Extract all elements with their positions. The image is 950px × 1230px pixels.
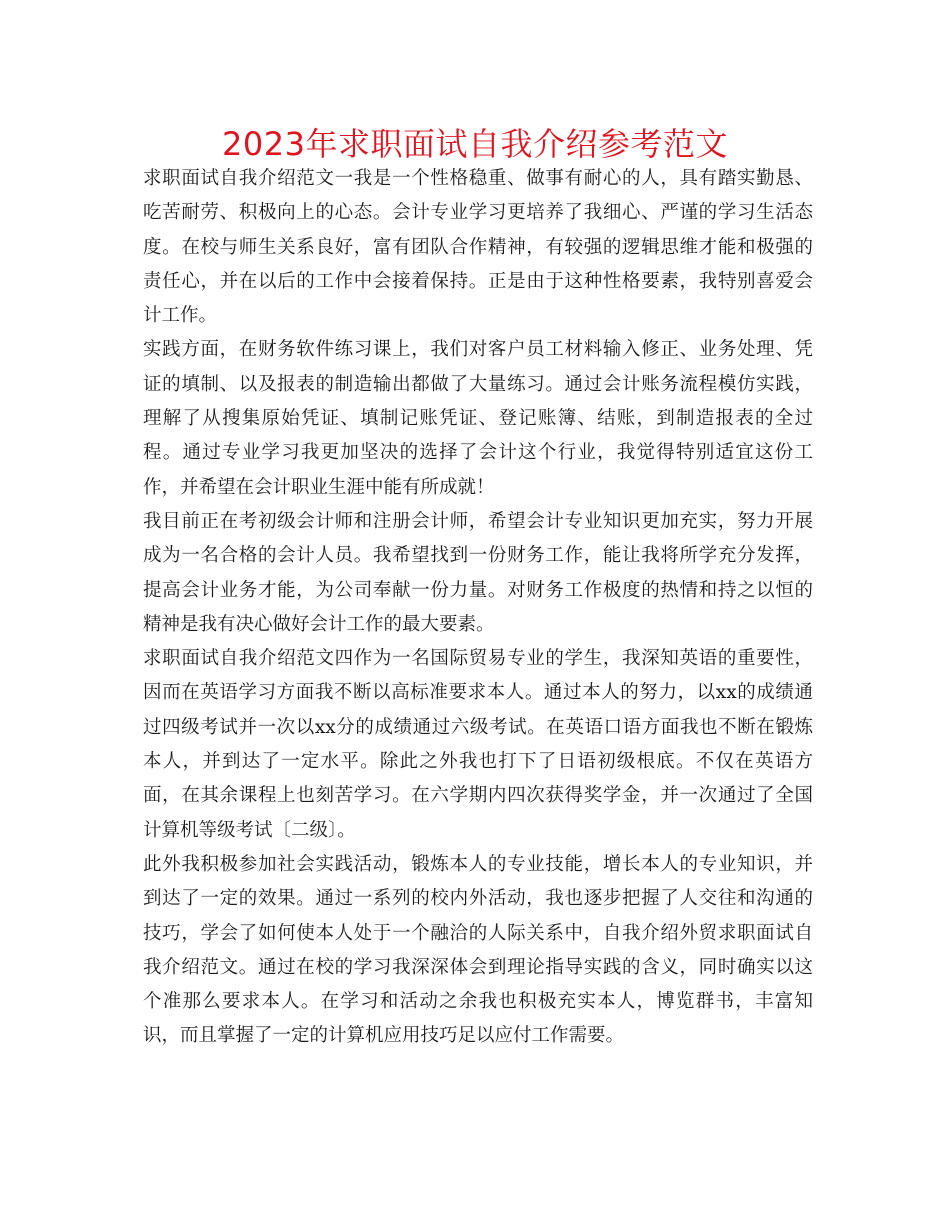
paragraph-2: [143, 333, 813, 504]
text-line: 计工作。: [143, 305, 218, 327]
text-line: 精神是我有决心做好会计工作的最大要素。: [143, 613, 495, 635]
text-line: 提高会计业务才能，为公司奉献一份力量。对财务工作极度的热情和持之以恒的: [143, 579, 813, 601]
text-line: 理解了从搜集原始凭证、填制记账凭证、登记账簿、结账，到制造报表的全过: [143, 408, 813, 430]
text-line: 计算机等级考试〔二级〕。: [143, 819, 356, 841]
text-line: 求职面试自我介绍范文一我是一个性格稳重、做事有耐心的人，具有踏实勤恳、: [143, 168, 813, 189]
text-line: 吃苦耐劳、积极向上的心态。会计专业学习更培养了我细心、严谨的学习生活态: [143, 202, 813, 224]
text-line: 证的填制、以及报表的制造输出都做了大量练习。通过会计账务流程模仿实践，: [143, 373, 813, 395]
text-line: 我介绍范文。通过在校的学习我深深体会到理论指导实践的含义，同时确实以这: [143, 956, 813, 978]
text-line: 此外我积极参加社会实践活动，锻炼本人的专业技能，增长本人的专业知识，并: [143, 853, 813, 875]
text-line: 本人，并到达了一定水平。除此之外我也打下了日语初级根底。不仅在英语方: [143, 751, 813, 773]
text-line: 作，并希望在会计职业生涯中能有所成就！: [143, 476, 495, 498]
document-body: [143, 162, 813, 1054]
paragraph-3: [143, 505, 813, 642]
text-line: 成为一名合格的会计人员。我希望找到一份财务工作，能让我将所学充分发挥，: [143, 545, 813, 567]
text-line: 求职面试自我介绍范文四作为一名国际贸易专业的学生，我深知英语的重要性，: [143, 648, 813, 670]
text-line: 面，在其余课程上也刻苦学习。在六学期内四次获得奖学金，并一次通过了全国: [143, 785, 813, 807]
text-line: 程。通过专业学习我更加坚决的选择了会计这个行业，我觉得特别适宜这份工: [143, 442, 813, 464]
text-line: 过四级考试并一次以xx分的成绩通过六级考试。在英语口语方面我也不断在锻炼: [143, 716, 813, 738]
text-line: 实践方面，在财务软件练习课上，我们对客户员工材料输入修正、业务处理、凭: [143, 339, 813, 361]
text-line: 因而在英语学习方面我不断以高标准要求本人。通过本人的努力，以xx的成绩通: [143, 682, 813, 704]
paragraph-5: [143, 848, 813, 1054]
text-line: 技巧，学会了如何使本人处于一个融洽的人际关系中，自我介绍外贸求职面试自: [143, 922, 813, 944]
text-line: 我目前正在考初级会计师和注册会计师，希望会计专业知识更加充实，努力开展: [143, 510, 813, 532]
paragraph-4: [143, 642, 813, 848]
text-line: 度。在校与师生关系良好，富有团队合作精神，有较强的逻辑思维才能和极强的: [143, 236, 813, 258]
text-line: 个准那么要求本人。在学习和活动之余我也积极充实本人，博览群书，丰富知: [143, 991, 813, 1013]
text-line: 识，而且掌握了一定的计算机应用技巧足以应付工作需要。: [143, 1025, 625, 1047]
paragraph-1: [143, 162, 813, 333]
text-line: 到达了一定的效果。通过一系列的校内外活动，我也逐步把握了人交往和沟通的: [143, 888, 813, 910]
document-title: 2023年求职面试自我介绍参考范文: [222, 125, 728, 163]
text-line: 责任心，并在以后的工作中会接着保持。正是由于这种性格要素，我特别喜爱会: [143, 270, 813, 292]
